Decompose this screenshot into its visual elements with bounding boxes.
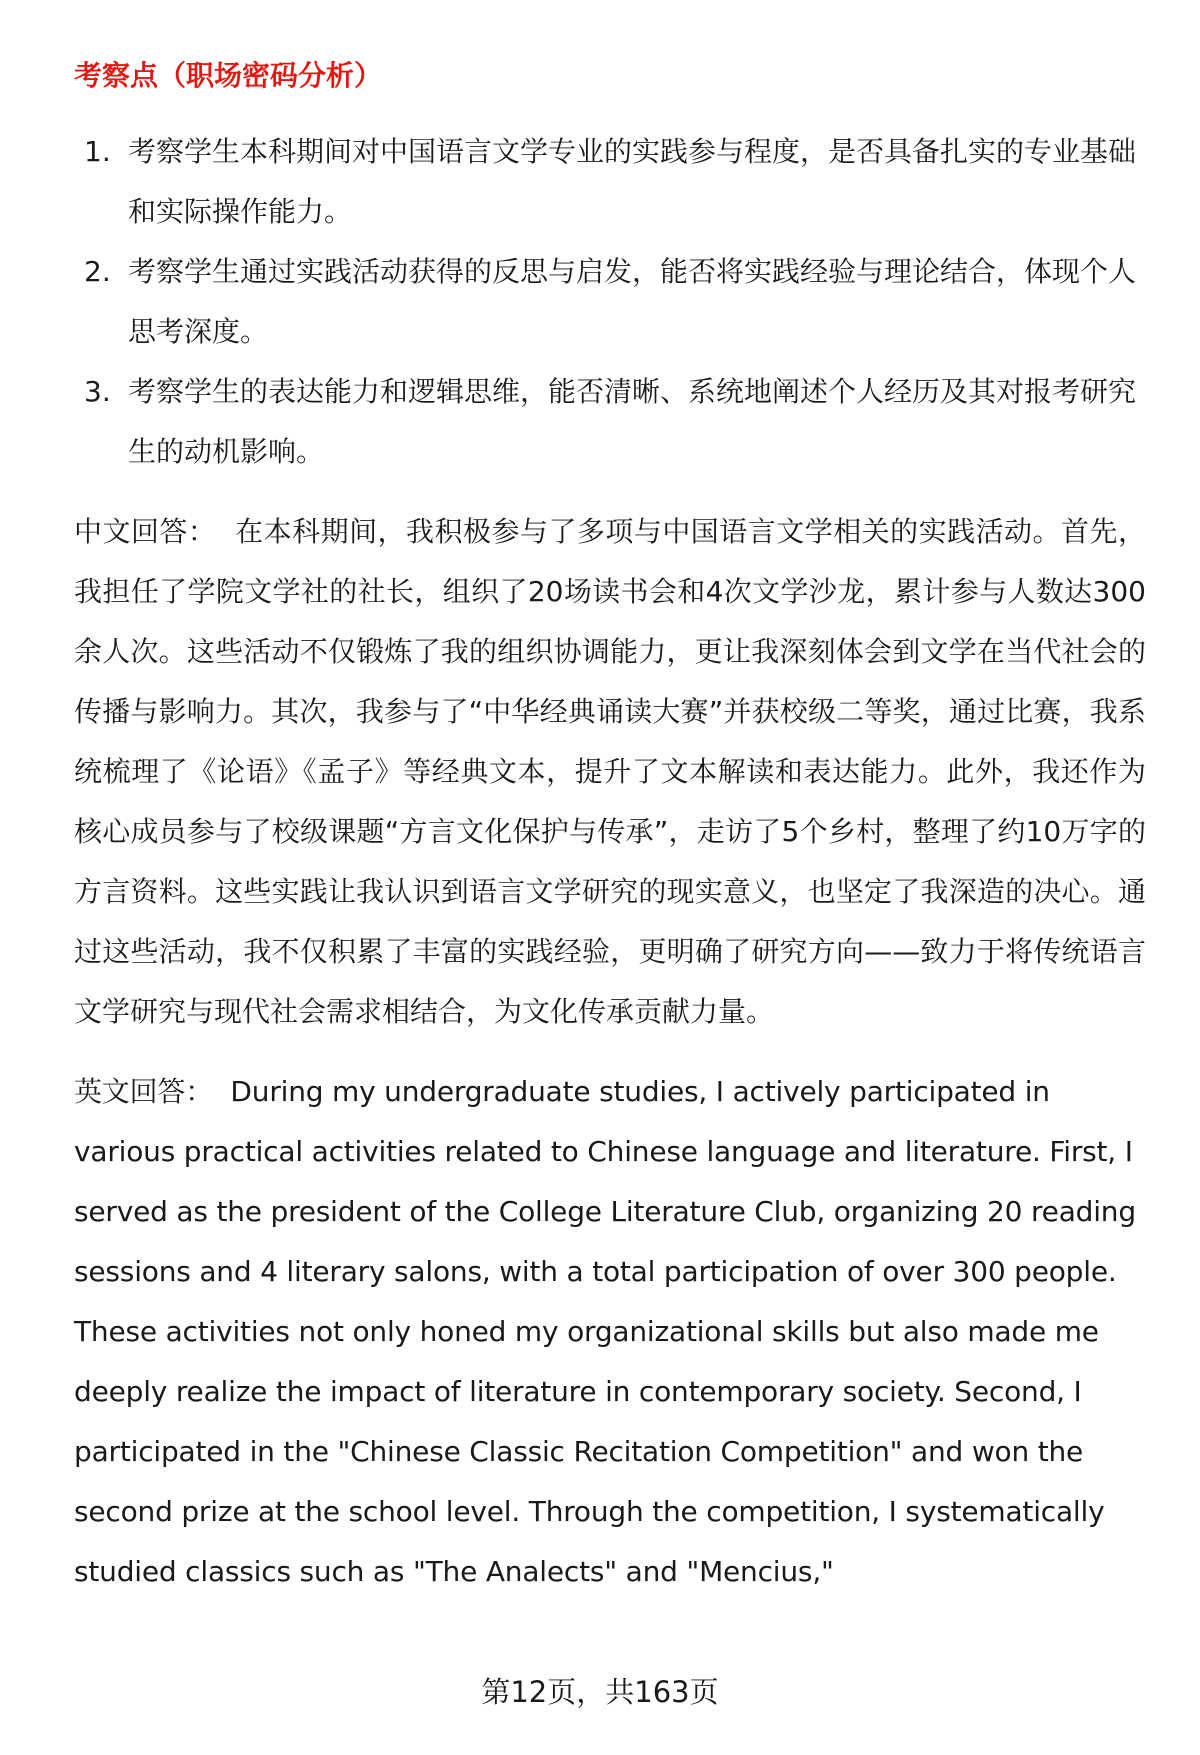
- list-item: [74, 362, 1146, 482]
- list-item-number: 1.: [84, 135, 111, 168]
- chinese-answer-text: 在本科期间，我积极参与了多项与中国语言文学相关的实践活动。首先，我担任了学院文学社的社长，组织了20场读书会和4次文学沙龙，累计参与人数达300余人次。这些活动不仅锻炼了我的组织协调能力，更让我深刻体会到文学在当代社会的传播与影响力。其次，我参与了“中华经典诵读大赛”并获校级二等奖，通过比赛，我系统梳理了《论语》《孟子》等经典文本，提升了文本解读和表达能力。此外，我还作为核心成员参与了校级课题“方言文化保护与传承”，走访了5个乡村，整理了约10万字的方言资料。这些实践让我认识到语言文学研究的现实意义，也坚定了我深造的决心。通过这些活动，我不仅积累了丰富的实践经验，更明确了研究方向——致力于将传统语言文学研究与现代社会需求相结合，为文化传承贡献力量。: [74, 515, 1146, 1028]
- chinese-answer: [74, 502, 1146, 1042]
- chinese-answer-label: 中文回答：: [74, 515, 217, 548]
- list-item: [74, 122, 1146, 242]
- english-answer-text: During my undergraduate studies, I actively participated in various practical activities related to Chinese language and literature. First, I served as the president of the College Literature Club, organizing 20 reading sessions and 4 literary salons, with a total participation of over 300 people. These activities not only honed my organizational skills but also made me deeply realize the impact of literature in contemporary society. Second, I participated in the "Chinese Classic Recitation Competition" and won the second prize at the school level. Through the competition, I systematically studied classics such as "The Analects" and "Mencius,": [74, 1075, 1136, 1588]
- english-answer-label: 英文回答：: [74, 1075, 214, 1108]
- list-item-text: 考察学生的表达能力和逻辑思维，能否清晰、系统地阐述个人经历及其对报考研究生的动机影响。: [128, 375, 1137, 468]
- list-item-number: 3.: [84, 375, 111, 408]
- page-number: 第12页，共163页: [481, 1675, 719, 1709]
- section-title: 考察点（职场密码分析）: [74, 59, 383, 92]
- list-item-number: 2.: [84, 255, 111, 288]
- english-answer: [74, 1062, 1146, 1602]
- list-item-text: 考察学生通过实践活动获得的反思与启发，能否将实践经验与理论结合，体现个人思考深度。: [128, 255, 1137, 348]
- list-item-text: 考察学生本科期间对中国语言文学专业的实践参与程度，是否具备扎实的专业基础和实际操作能力。: [128, 135, 1137, 228]
- list-item: [74, 242, 1146, 362]
- assessment-points-list: [74, 122, 1146, 482]
- document-page: [74, 56, 1146, 1622]
